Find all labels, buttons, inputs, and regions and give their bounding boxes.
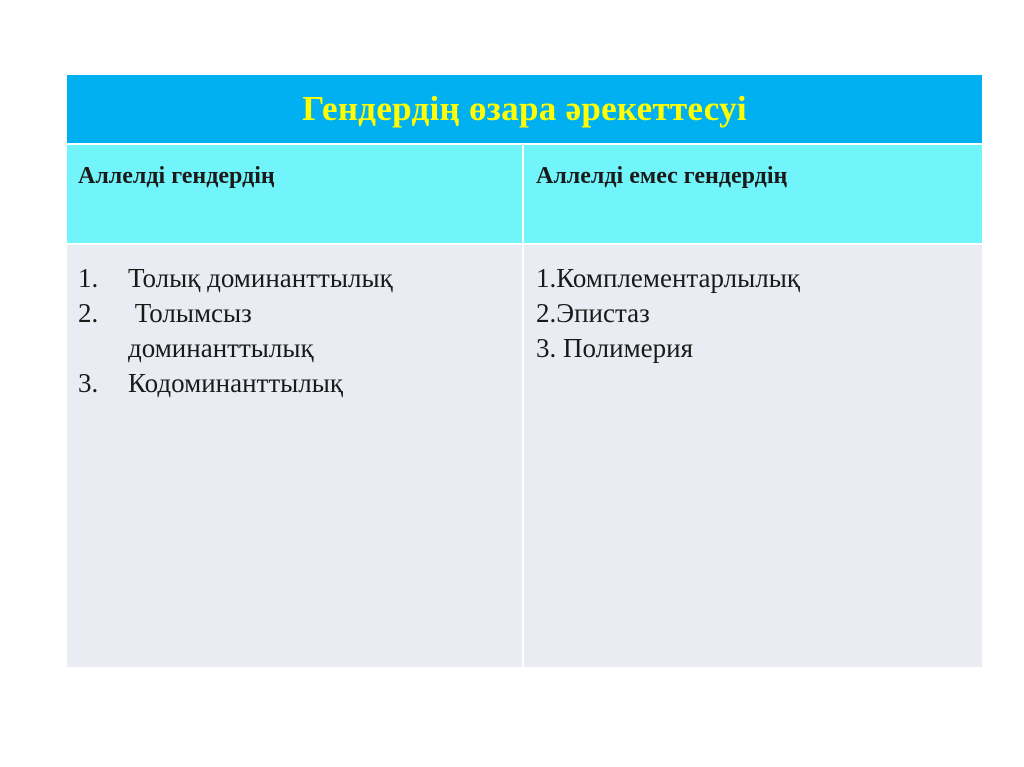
list-number: 3. bbox=[78, 368, 99, 398]
heading-cell-non-allelic bbox=[524, 145, 982, 243]
non-allelic-list bbox=[536, 261, 976, 366]
table-header-row bbox=[67, 75, 982, 145]
allelic-list bbox=[78, 261, 518, 401]
heading-allelic: Аллелді гендердің bbox=[78, 163, 275, 189]
gene-interaction-table bbox=[67, 75, 982, 667]
heading-non-allelic: Аллелді емес гендердің bbox=[536, 163, 788, 189]
body-cell-non-allelic bbox=[524, 245, 982, 667]
heading-cell-allelic bbox=[67, 145, 524, 243]
list-text: Толымсыз доминанттылық bbox=[128, 298, 314, 363]
list-item: 2.Эпистаз bbox=[536, 298, 650, 328]
list-text: Кодоминанттылық bbox=[128, 368, 343, 398]
list-item: 3. Полимерия bbox=[536, 333, 694, 363]
list-item bbox=[78, 296, 518, 366]
table-body-row bbox=[67, 245, 982, 667]
list-item: 1.Комплементарлылық bbox=[536, 263, 801, 293]
list-number: 2. bbox=[78, 298, 99, 328]
body-cell-allelic bbox=[67, 245, 524, 667]
column-headings-row bbox=[67, 145, 982, 245]
list-item bbox=[78, 261, 518, 296]
list-item bbox=[78, 366, 518, 401]
list-text: Толық доминанттылық bbox=[128, 263, 393, 293]
list-number: 1. bbox=[78, 263, 99, 293]
table-title: Гендердің өзара әрекеттесуі bbox=[302, 89, 747, 128]
